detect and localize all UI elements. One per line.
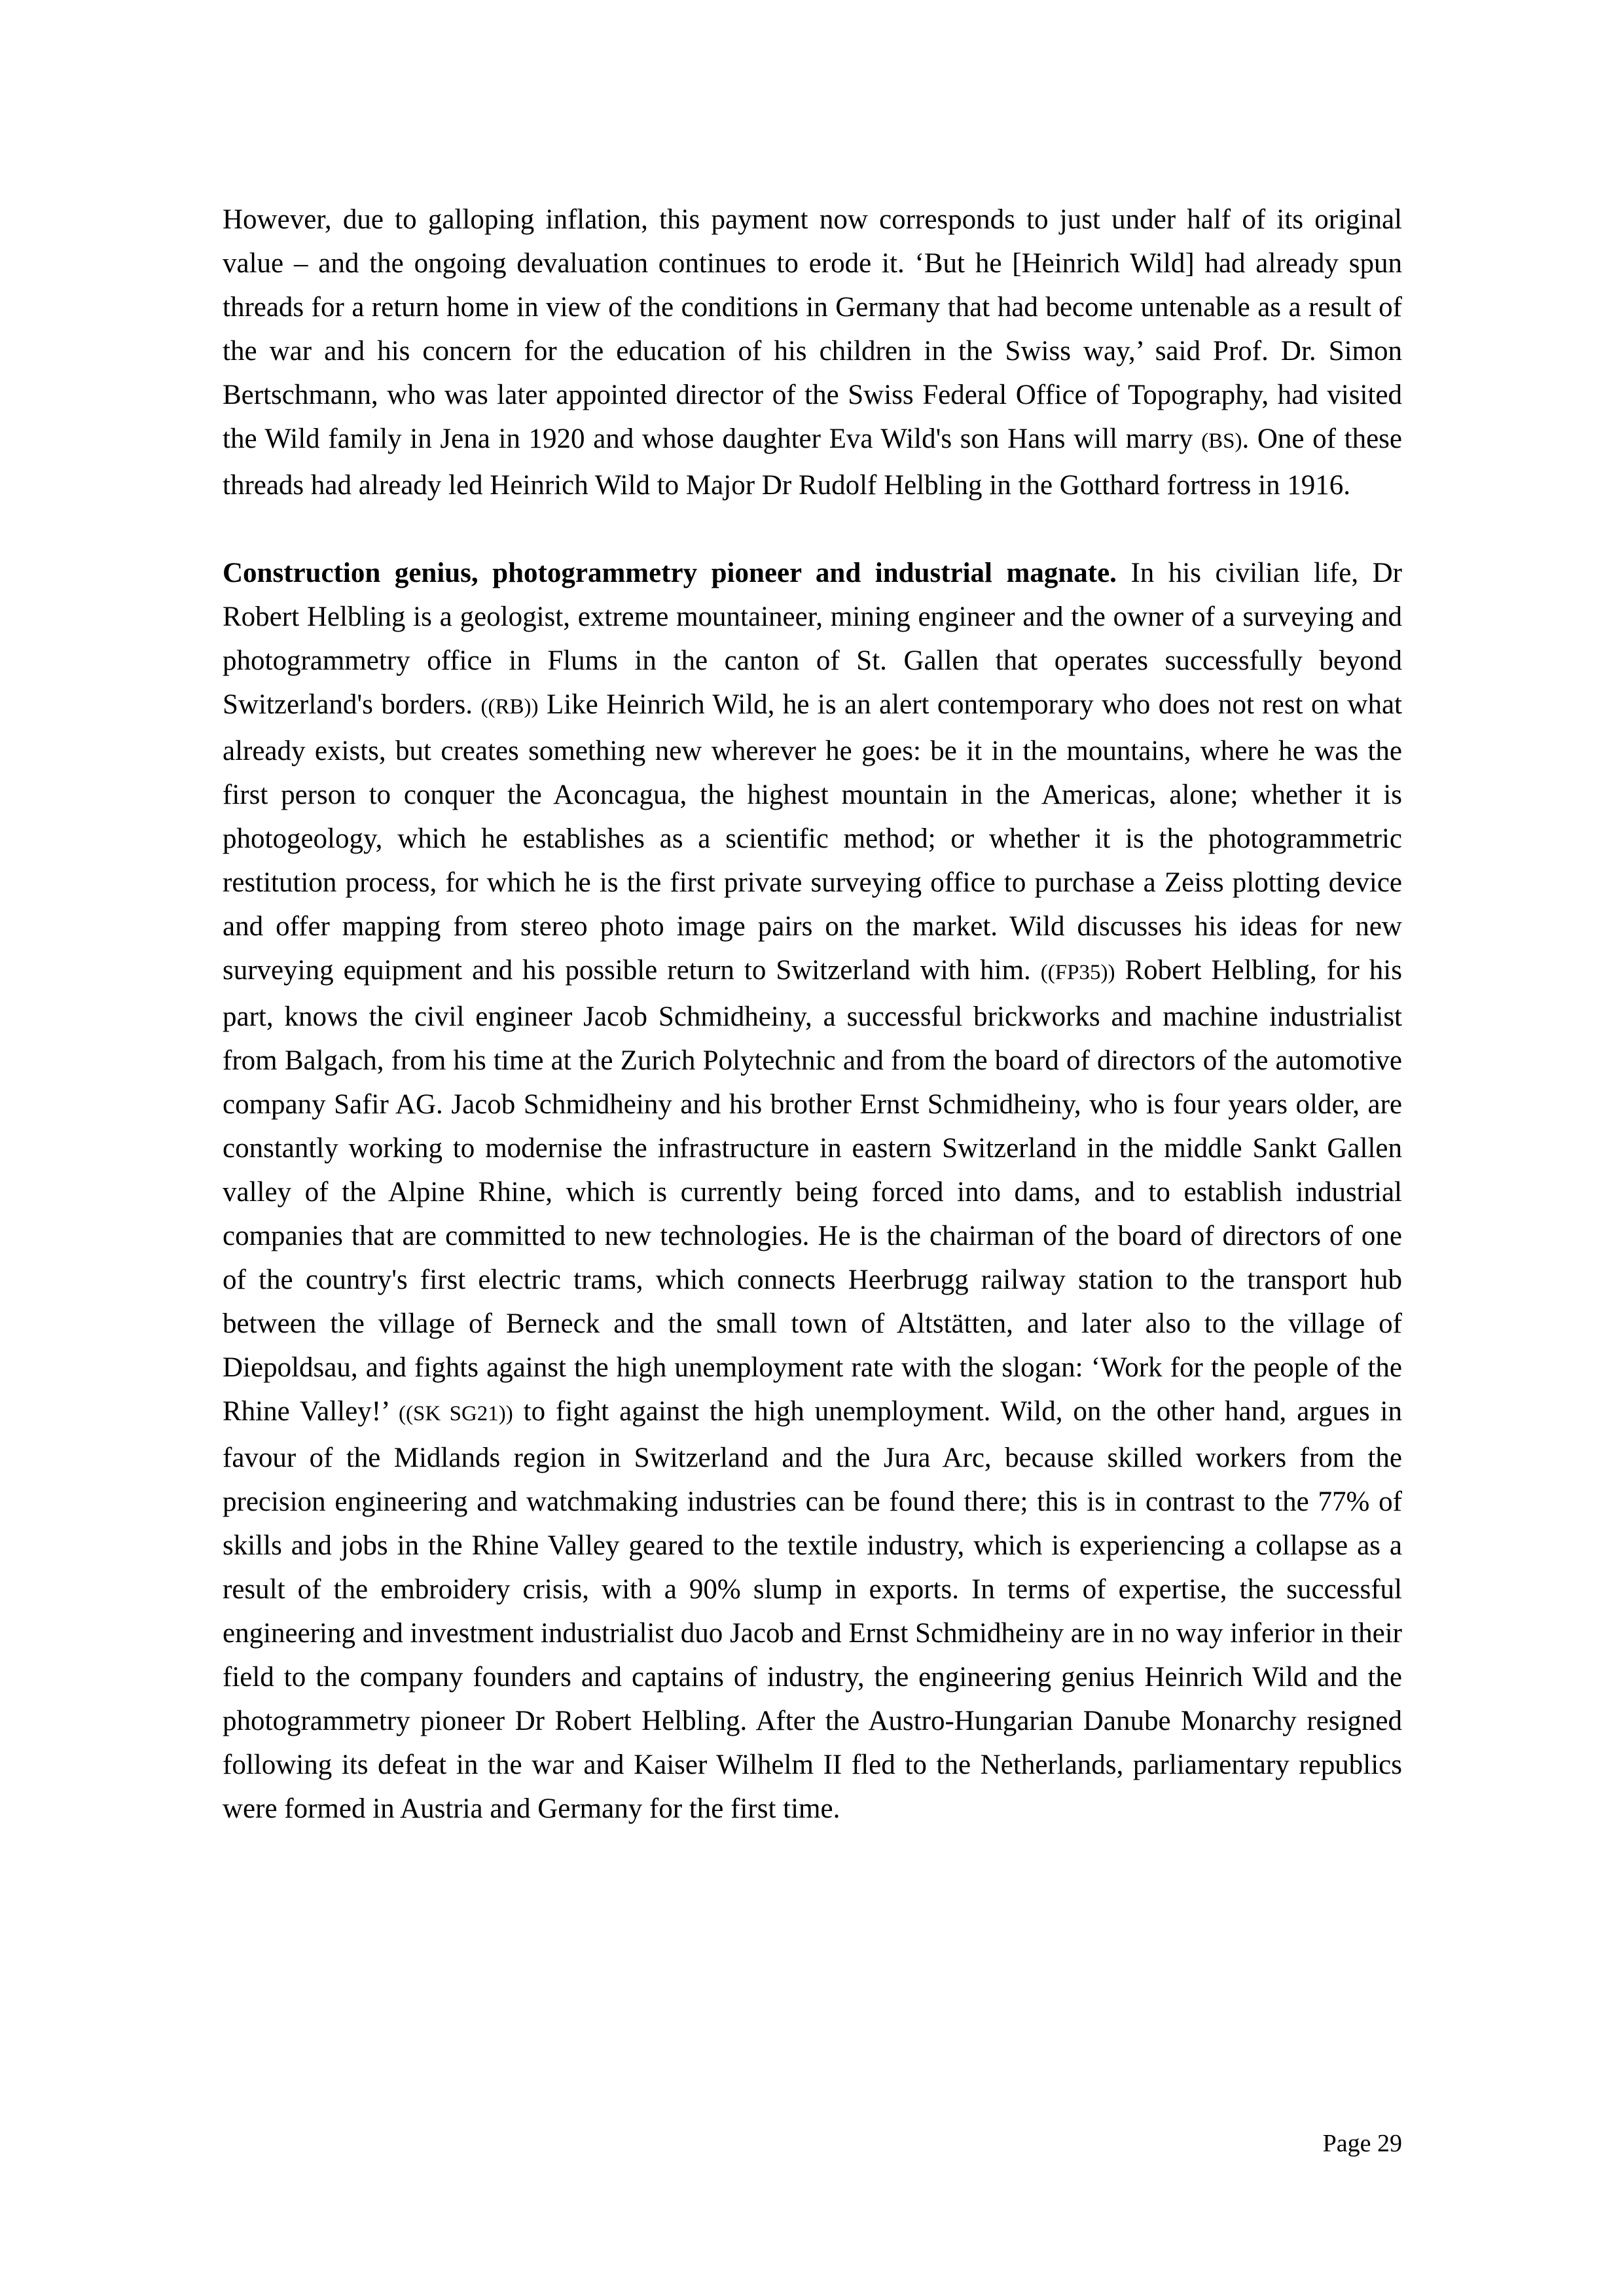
page-body-text bbox=[223, 198, 1402, 1831]
citation-marker-bs: (BS) bbox=[1201, 429, 1242, 453]
page-footer bbox=[223, 2128, 1402, 2159]
paragraph-1-text: However, due to galloping inflation, this payment now corresponds to just under half of its original value – and the ongoing devaluation continues to erode it. ‘But he [Heinrich Wild] had already spun threads for a return home in view of the conditions in Germany that had become untenable as a result of the war and his concern for the education of his children in the Swiss way,’ said Prof. Dr. Simon Bertschmann, who was later appointed director of the Swiss Federal Office of Topography, had visited the Wild family in Jena in 1920 and whose daughter Eva Wild's son Hans will marry bbox=[223, 204, 1402, 454]
page-number: Page 29 bbox=[1322, 2130, 1402, 2157]
citation-marker-fp35: ((FP35)) bbox=[1040, 961, 1115, 984]
paragraph-2 bbox=[223, 551, 1402, 1831]
paragraph-1-text-cont: . One of these threads had already led Heinrich Wild to Major Dr Rudolf Helbling in the Gotthard fortress in 1916. bbox=[223, 423, 1402, 501]
citation-marker-sk-sg21: ((SK SG21)) bbox=[399, 1402, 513, 1426]
paragraph-2-text-cont-3: to fight against the high unemployment. Wild, on the other hand, argues in favour of the Midlands region in Switzerland and the Jura Arc, because skilled workers from the precision engineering and watchmaking industries can be found there; this is in contrast to the 77% of skills and jobs in the Rhine Valley geared to the textile industry, which is experiencing a collapse as a result of the embroidery crisis, with a 90% slump in exports. In terms of expertise, the successful engineering and investment industrialist duo Jacob and Ernst Schmidheiny are in no way inferior in their field to the company founders and captains of industry, the engineering genius Heinrich Wild and the photogrammetry pioneer Dr Robert Helbling. After the Austro-Hungarian Danube Monarchy resigned following its defeat in the war and Kaiser Wilhelm II fled to the Netherlands, parliamentary republics were formed in Austria and Germany for the first time. bbox=[223, 1396, 1402, 1824]
paragraph-2-text-cont-2: Robert Helbling, for his part, knows the civil engineer Jacob Schmidheiny, a successful brickworks and machine industrialist from Balgach, from his time at the Zurich Polytechnic and from the board of directors of the automotive company Safir AG. Jacob Schmidheiny and his brother Ernst Schmidheiny, who is four years older, are constantly working to modernise the infrastructure in eastern Switzerland in the middle Sankt Gallen valley of the Alpine Rhine, which is currently being forced into dams, and to establish industrial companies that are committed to new technologies. He is the chairman of the board of directors of one of the country's first electric trams, which connects Heerbrugg railway station to the transport hub between the village of Berneck and the small town of Altstätten, and later also to the village of Diepoldsau, and fights against the high unemployment rate with the slogan: ‘Work for the people of the Rhine Valley!’ bbox=[223, 955, 1402, 1427]
paragraph-2-text: In his civilian life, Dr Robert Helbling is a geologist, extreme mountaineer, mining engineer and the owner of a surveying and photogrammetry office in Flums in the canton of St. Gallen that operates successfully beyond Switzerland's borders. bbox=[223, 558, 1402, 720]
paragraph-2-lead-in-heading: Construction genius, photogrammetry pioneer and industrial magnate. bbox=[223, 558, 1117, 588]
paragraph-2-text-cont-1: Like Heinrich Wild, he is an alert contemporary who does not rest on what already exists, but creates something new wherever he goes: be it in the mountains, where he was the first person to conquer the Aconcagua, the highest mountain in the Americas, alone; whether it is photogeology, which he establishes as a scientific method; or whether it is the photogrammetric restitution process, for which he is the first private surveying office to purchase a Zeiss plotting device and offer mapping from stereo photo image pairs on the market. Wild discusses his ideas for new surveying equipment and his possible return to Switzerland with him. bbox=[223, 689, 1403, 986]
citation-marker-rb: ((RB)) bbox=[480, 695, 539, 719]
paragraph-1 bbox=[223, 198, 1402, 507]
